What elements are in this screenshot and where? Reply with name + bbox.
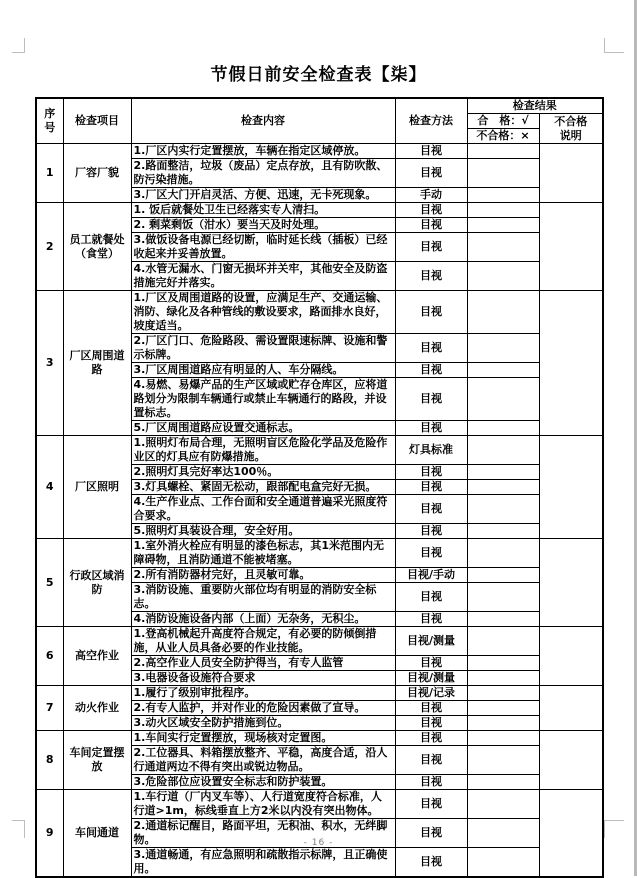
row-inspection-content: 1.照明灯布局合理，无照明盲区危险化学品及危险作业区的灯具应有防爆措施。	[131, 436, 395, 465]
row-result-pass-cell[interactable]	[467, 671, 539, 686]
row-inspection-content: 3.通道畅通，有应急照明和疏散指示标牌，且正确使用。	[131, 848, 395, 878]
page-number: - 16 -	[303, 838, 334, 848]
table-row	[36, 291, 603, 334]
row-inspection-content: 3.厂区周围道路应有明显的人、车分隔线。	[131, 363, 395, 378]
checklist-body	[36, 144, 603, 878]
row-serial-number: 9	[36, 790, 63, 878]
row-result-pass-cell[interactable]	[467, 716, 539, 731]
row-inspection-method: 目视	[395, 495, 467, 524]
row-result-remark-cell[interactable]	[539, 731, 603, 790]
table-row	[36, 144, 603, 159]
row-inspection-method: 目视	[395, 480, 467, 495]
row-result-pass-cell[interactable]	[467, 436, 539, 465]
row-result-pass-cell[interactable]	[467, 159, 539, 188]
row-result-pass-cell[interactable]	[467, 144, 539, 159]
row-inspection-method: 目视	[395, 746, 467, 775]
row-result-remark-cell[interactable]	[539, 790, 603, 878]
row-inspection-content: 2.厂区门口、危险路段、需设置限速标牌、设施和警示标牌。	[131, 334, 395, 363]
row-inspection-content: 5.照明灯具装设合理，安全好用。	[131, 524, 395, 539]
row-inspection-method: 目视	[395, 731, 467, 746]
row-inspection-item: 厂区照明	[63, 436, 131, 539]
table-header-row	[36, 98, 603, 114]
row-inspection-item: 车间定置摆放	[63, 731, 131, 790]
row-inspection-method: 灯具标准	[395, 436, 467, 465]
row-result-pass-cell[interactable]	[467, 656, 539, 671]
row-inspection-method: 目视	[395, 656, 467, 671]
row-inspection-content: 3.消防设施、重要防火部位均有明显的消防安全标志。	[131, 583, 395, 612]
table-row	[36, 436, 603, 465]
row-inspection-method: 目视	[395, 203, 467, 218]
row-result-pass-cell[interactable]	[467, 746, 539, 775]
row-result-remark-cell[interactable]	[539, 436, 603, 539]
row-inspection-content: 1.车间实行定置摆放，现场核对定置图。	[131, 731, 395, 746]
row-inspection-content: 2.工位器具、料箱摆放整齐、平稳，高度合适，沿人行通道两边不得有突出或锐边物品。	[131, 746, 395, 775]
row-inspection-method: 目视	[395, 421, 467, 436]
header-fail-remark	[539, 114, 603, 144]
inspection-table	[35, 97, 604, 878]
row-inspection-content: 2.有专人监护，并对作业的危险因素做了宣导。	[131, 701, 395, 716]
row-result-pass-cell[interactable]	[467, 480, 539, 495]
row-inspection-method: 目视	[395, 378, 467, 421]
row-inspection-content: 1.室外消火栓应有明显的漆色标志，其1米范围内无障碍物，且消防通道不能被堵塞。	[131, 539, 395, 568]
row-inspection-item: 员工就餐处（食堂）	[63, 203, 131, 291]
row-inspection-method: 目视	[395, 716, 467, 731]
row-inspection-content: 4.水管无漏水、门窗无损坏并关牢，其他安全及防盗措施完好并落实。	[131, 262, 395, 291]
row-inspection-content: 2.所有消防器材完好，且灵敏可靠。	[131, 568, 395, 583]
row-result-pass-cell[interactable]	[467, 612, 539, 627]
row-inspection-method: 目视	[395, 218, 467, 233]
row-result-pass-cell[interactable]	[467, 524, 539, 539]
header-fail-remark-line2: 说明	[559, 128, 582, 142]
margin-crop-mark-top-right	[604, 38, 624, 53]
header-fail-remark-line1: 不合格	[554, 114, 588, 128]
row-result-pass-cell[interactable]	[467, 848, 539, 878]
row-result-pass-cell[interactable]	[467, 775, 539, 790]
row-result-pass-cell[interactable]	[467, 291, 539, 334]
header-fail-mark: 不合格：×	[467, 129, 539, 144]
row-inspection-method: 目视	[395, 775, 467, 790]
table-row	[36, 627, 603, 656]
row-inspection-content: 4.生产作业点、工作台面和安全通道普遍采光照度符合要求。	[131, 495, 395, 524]
row-result-remark-cell[interactable]	[539, 291, 603, 436]
row-result-remark-cell[interactable]	[539, 686, 603, 731]
table-row	[36, 790, 603, 819]
row-result-pass-cell[interactable]	[467, 465, 539, 480]
row-inspection-content: 1.登高机械起升高度符合规定，有必要的防倾倒措施，从业人员具备必要的作业技能。	[131, 627, 395, 656]
row-result-pass-cell[interactable]	[467, 701, 539, 716]
row-inspection-content: 1.厂区内实行定置摆放，车辆在指定区域停放。	[131, 144, 395, 159]
page-title: 节假日前安全检查表【柒】	[210, 65, 427, 85]
row-result-pass-cell[interactable]	[467, 218, 539, 233]
row-result-remark-cell[interactable]	[539, 203, 603, 291]
row-inspection-content: 3.厂区大门开启灵活、方便、迅速，无卡死现象。	[131, 188, 395, 203]
row-result-pass-cell[interactable]	[467, 188, 539, 203]
row-inspection-method: 目视	[395, 233, 467, 262]
header-inspection-item: 检查项目	[63, 98, 131, 144]
table-row	[36, 731, 603, 746]
row-result-remark-cell[interactable]	[539, 144, 603, 203]
row-inspection-item: 厂区周围道路	[63, 291, 131, 436]
row-result-pass-cell[interactable]	[467, 334, 539, 363]
row-inspection-content: 3.灯具螺栓、紧固无松动，跟部配电盒完好无损。	[131, 480, 395, 495]
row-result-pass-cell[interactable]	[467, 203, 539, 218]
row-inspection-content: 3.电器设备设施符合要求	[131, 671, 395, 686]
margin-crop-mark-top-left	[12, 38, 25, 53]
header-inspection-result: 检查结果	[467, 98, 603, 114]
row-inspection-content: 2.照明灯具完好率达100％。	[131, 465, 395, 480]
row-result-pass-cell[interactable]	[467, 790, 539, 819]
table-row	[36, 686, 603, 701]
row-inspection-method: 目视	[395, 583, 467, 612]
row-inspection-content: 3.做饭设备电源已经切断，临时延长线（插板）已经收起来并妥善放置。	[131, 233, 395, 262]
row-inspection-content: 4.易燃、易爆产品的生产区域或贮存仓库区，应将道路划分为限制车辆通行或禁止车辆通行的路段，并设置标志。	[131, 378, 395, 421]
header-inspection-content: 检查内容	[131, 98, 395, 144]
row-inspection-method: 目视	[395, 701, 467, 716]
margin-crop-mark-bottom-right	[604, 820, 624, 838]
row-inspection-method: 目视	[395, 159, 467, 188]
row-inspection-method: 目视	[395, 363, 467, 378]
row-inspection-method: 目视/手动	[395, 568, 467, 583]
row-result-pass-cell[interactable]	[467, 421, 539, 436]
row-serial-number: 7	[36, 686, 63, 731]
row-inspection-content: 5.厂区周围道路应设置交通标志。	[131, 421, 395, 436]
row-serial-number: 1	[36, 144, 63, 203]
row-result-pass-cell[interactable]	[467, 262, 539, 291]
row-serial-number: 3	[36, 291, 63, 436]
row-result-pass-cell[interactable]	[467, 539, 539, 568]
row-inspection-method: 目视	[395, 144, 467, 159]
row-inspection-content: 2.通道标记醒目，路面平坦，无积油、积水，无绊脚物。	[131, 819, 395, 848]
row-inspection-content: 3.动火区域安全防护措施到位。	[131, 716, 395, 731]
row-inspection-method: 目视	[395, 819, 467, 848]
row-result-pass-cell[interactable]	[467, 583, 539, 612]
margin-crop-mark-bottom-left	[12, 820, 25, 838]
header-serial-number: 序号	[36, 98, 63, 144]
row-serial-number: 4	[36, 436, 63, 539]
row-inspection-content: 2.路面整洁，垃圾（废品）定点存放，且有防吹散、防污染措施。	[131, 159, 395, 188]
row-inspection-item: 高空作业	[63, 627, 131, 686]
row-inspection-method: 目视/测量	[395, 627, 467, 656]
row-inspection-method: 目视/测量	[395, 671, 467, 686]
header-pass-mark: 合 格：√	[467, 114, 539, 129]
row-serial-number: 5	[36, 539, 63, 627]
row-inspection-item: 行政区域消防	[63, 539, 131, 627]
row-result-remark-cell[interactable]	[539, 627, 603, 686]
row-result-pass-cell[interactable]	[467, 378, 539, 421]
row-inspection-content: 1.履行了级别审批程序。	[131, 686, 395, 701]
row-inspection-item: 动火作业	[63, 686, 131, 731]
row-serial-number: 6	[36, 627, 63, 686]
row-inspection-content: 2.高空作业人员安全防护得当，有专人监管	[131, 656, 395, 671]
row-inspection-method: 目视	[395, 262, 467, 291]
row-result-pass-cell[interactable]	[467, 233, 539, 262]
row-inspection-method: 目视	[395, 612, 467, 627]
table-row	[36, 539, 603, 568]
row-serial-number: 8	[36, 731, 63, 790]
row-inspection-method: 目视	[395, 291, 467, 334]
row-inspection-method: 手动	[395, 188, 467, 203]
table-row	[36, 203, 603, 218]
row-result-remark-cell[interactable]	[539, 539, 603, 627]
row-inspection-content: 1. 饭后就餐处卫生已经落实专人清扫。	[131, 203, 395, 218]
row-inspection-content: 1.车行道（厂内叉车等）、人行道宽度符合标准，人行道>1m，标线垂直上方2米以内没有突出物体。	[131, 790, 395, 819]
row-result-pass-cell[interactable]	[467, 495, 539, 524]
row-result-pass-cell[interactable]	[467, 568, 539, 583]
row-result-pass-cell[interactable]	[467, 627, 539, 656]
row-result-pass-cell[interactable]	[467, 363, 539, 378]
row-inspection-content: 1.厂区及周围道路的设置，应满足生产、交通运输、消防、绿化及各种管线的敷设要求，路面排水良好，坡度适当。	[131, 291, 395, 334]
row-inspection-method: 目视	[395, 539, 467, 568]
row-inspection-method: 目视	[395, 334, 467, 363]
row-inspection-content: 2. 剩菜剩饭（泔水）要当天及时处理。	[131, 218, 395, 233]
row-inspection-method: 目视	[395, 465, 467, 480]
row-inspection-content: 3.危险部位应设置安全标志和防护装置。	[131, 775, 395, 790]
row-inspection-method: 目视	[395, 848, 467, 878]
row-inspection-item: 车间通道	[63, 790, 131, 878]
row-inspection-method: 目视/记录	[395, 686, 467, 701]
header-inspection-method: 检查方法	[395, 98, 467, 144]
row-result-pass-cell[interactable]	[467, 686, 539, 701]
row-inspection-content: 4.消防设施设备内部（上面）无杂务，无积尘。	[131, 612, 395, 627]
row-inspection-item: 厂容厂貌	[63, 144, 131, 203]
row-serial-number: 2	[36, 203, 63, 291]
row-result-pass-cell[interactable]	[467, 731, 539, 746]
row-inspection-method: 目视	[395, 524, 467, 539]
row-inspection-method: 目视	[395, 790, 467, 819]
